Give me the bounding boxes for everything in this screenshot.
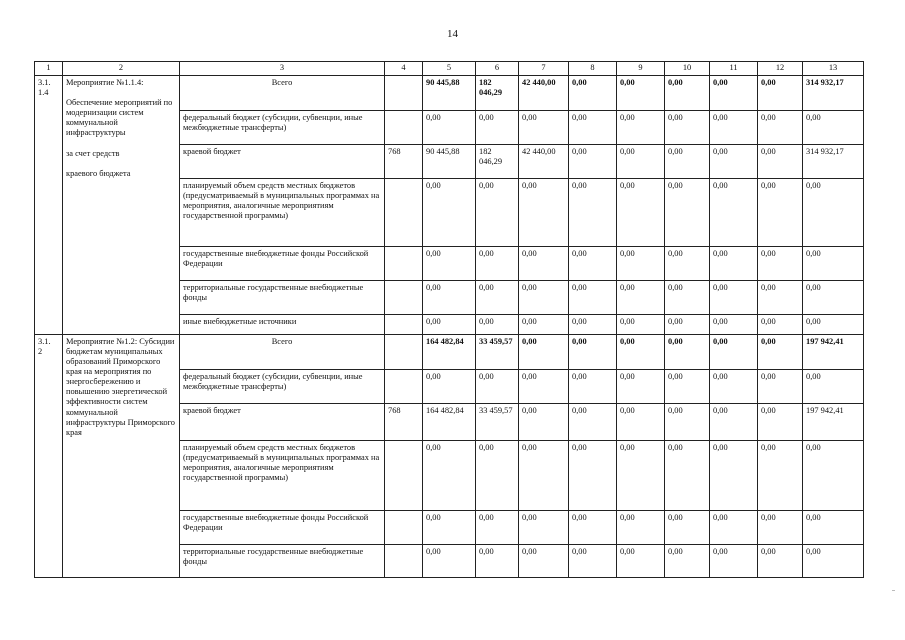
grbs-code xyxy=(385,315,423,335)
amount-cell: 0,00 xyxy=(665,370,710,404)
amount-cell: 164 482,84 xyxy=(423,335,476,370)
funding-source: государственные внебюджетные фонды Российской Федерации xyxy=(180,511,385,545)
amount-cell: 0,00 xyxy=(617,370,665,404)
amount-cell: 0,00 xyxy=(519,511,569,545)
amount-cell: 0,00 xyxy=(665,145,710,179)
grbs-code: 768 xyxy=(385,404,423,441)
amount-cell: 0,00 xyxy=(519,335,569,370)
table-row xyxy=(35,335,864,370)
amount-cell: 0,00 xyxy=(665,441,710,511)
measure-title: Мероприятие №1.2: Субсидии бюджетам муниципальных образований Приморского края на мероприятия по энергосбережению и повышению энергетической эффективности систем коммунальной инфраструктуры Приморского края xyxy=(63,335,180,578)
column-header: 9 xyxy=(617,62,665,76)
amount-cell: 0,00 xyxy=(710,335,758,370)
amount-cell: 42 440,00 xyxy=(519,145,569,179)
amount-cell: 182 046,29 xyxy=(476,76,519,111)
grbs-code xyxy=(385,76,423,111)
amount-cell: 182 046,29 xyxy=(476,145,519,179)
measure-code: 3.1. 1.4 xyxy=(35,76,63,335)
amount-cell: 0,00 xyxy=(665,335,710,370)
grbs-code xyxy=(385,511,423,545)
amount-cell: 164 482,84 xyxy=(423,404,476,441)
funding-source: иные внебюджетные источники xyxy=(180,315,385,335)
amount-cell: 0,00 xyxy=(710,545,758,578)
amount-cell: 0,00 xyxy=(803,315,864,335)
funding-source: краевой бюджет xyxy=(180,404,385,441)
amount-cell: 0,00 xyxy=(803,370,864,404)
grbs-code xyxy=(385,111,423,145)
amount-cell: 0,00 xyxy=(569,545,617,578)
amount-cell: 0,00 xyxy=(423,179,476,247)
amount-cell: 0,00 xyxy=(665,315,710,335)
amount-cell: 0,00 xyxy=(423,247,476,281)
amount-cell: 0,00 xyxy=(569,315,617,335)
amount-cell: 0,00 xyxy=(423,545,476,578)
amount-cell: 0,00 xyxy=(569,145,617,179)
amount-cell: 0,00 xyxy=(710,511,758,545)
amount-cell: 0,00 xyxy=(476,441,519,511)
amount-cell: 0,00 xyxy=(476,281,519,315)
amount-cell: 0,00 xyxy=(665,281,710,315)
amount-cell: 0,00 xyxy=(803,441,864,511)
funding-source: федеральный бюджет (субсидии, субвенции, иные межбюджетные трансферты) xyxy=(180,370,385,404)
amount-cell: 197 942,41 xyxy=(803,335,864,370)
amount-cell: 0,00 xyxy=(617,315,665,335)
column-header: 2 xyxy=(63,62,180,76)
amount-cell: 0,00 xyxy=(758,511,803,545)
amount-cell: 0,00 xyxy=(423,111,476,145)
amount-cell: 0,00 xyxy=(476,247,519,281)
amount-cell: 0,00 xyxy=(476,370,519,404)
amount-cell: 0,00 xyxy=(665,179,710,247)
column-header: 6 xyxy=(476,62,519,76)
amount-cell: 0,00 xyxy=(710,370,758,404)
amount-cell: 0,00 xyxy=(665,111,710,145)
funding-source: планируемый объем средств местных бюджетов (предусматриваемый в муниципальных программах на мероприятия, аналогичные мероприятиям государственной программы) xyxy=(180,441,385,511)
amount-cell: 0,00 xyxy=(617,545,665,578)
amount-cell: 0,00 xyxy=(423,441,476,511)
amount-cell: 0,00 xyxy=(519,111,569,145)
header-row xyxy=(35,62,864,76)
amount-cell: 0,00 xyxy=(569,111,617,145)
amount-cell: 0,00 xyxy=(519,545,569,578)
amount-cell: 0,00 xyxy=(423,315,476,335)
amount-cell: 0,00 xyxy=(617,511,665,545)
amount-cell: 197 942,41 xyxy=(803,404,864,441)
amount-cell: 0,00 xyxy=(710,247,758,281)
amount-cell: 0,00 xyxy=(710,76,758,111)
amount-cell: 0,00 xyxy=(803,545,864,578)
amount-cell: 0,00 xyxy=(758,404,803,441)
column-header: 10 xyxy=(665,62,710,76)
column-header: 1 xyxy=(35,62,63,76)
amount-cell: 0,00 xyxy=(710,315,758,335)
amount-cell: 0,00 xyxy=(758,247,803,281)
amount-cell: 0,00 xyxy=(665,545,710,578)
page-number: 14 xyxy=(447,28,458,40)
amount-cell: 0,00 xyxy=(710,111,758,145)
amount-cell: 0,00 xyxy=(617,281,665,315)
amount-cell: 0,00 xyxy=(758,335,803,370)
measure-title: Мероприятие №1.1.4: Обеспечение мероприятий по модернизации систем коммунальной инфраструктуры за счет средств краевого бюджета xyxy=(63,76,180,335)
amount-cell: 0,00 xyxy=(476,545,519,578)
grbs-code xyxy=(385,545,423,578)
amount-cell: 0,00 xyxy=(617,404,665,441)
amount-cell: 0,00 xyxy=(476,111,519,145)
amount-cell: 0,00 xyxy=(617,76,665,111)
amount-cell: 0,00 xyxy=(803,179,864,247)
amount-cell: 33 459,57 xyxy=(476,335,519,370)
amount-cell: 0,00 xyxy=(803,511,864,545)
amount-cell: 0,00 xyxy=(758,179,803,247)
amount-cell: 0,00 xyxy=(423,370,476,404)
funding-source-total: Всего xyxy=(180,76,385,111)
amount-cell: 0,00 xyxy=(476,179,519,247)
funding-source: территориальные государственные внебюджетные фонды xyxy=(180,545,385,578)
funding-source: планируемый объем средств местных бюджетов (предусматриваемый в муниципальных программах на мероприятия, аналогичные мероприятиям государственной программы) xyxy=(180,179,385,247)
amount-cell: 0,00 xyxy=(758,281,803,315)
column-header: 5 xyxy=(423,62,476,76)
amount-cell: 0,00 xyxy=(758,545,803,578)
amount-cell: 0,00 xyxy=(569,335,617,370)
amount-cell: 0,00 xyxy=(617,247,665,281)
amount-cell: 0,00 xyxy=(710,404,758,441)
amount-cell: 0,00 xyxy=(803,111,864,145)
amount-cell: 0,00 xyxy=(569,370,617,404)
grbs-code xyxy=(385,281,423,315)
amount-cell: 0,00 xyxy=(710,441,758,511)
amount-cell: 0,00 xyxy=(423,511,476,545)
amount-cell: 0,00 xyxy=(758,370,803,404)
amount-cell: 0,00 xyxy=(617,145,665,179)
amount-cell: 42 440,00 xyxy=(519,76,569,111)
column-header: 4 xyxy=(385,62,423,76)
amount-cell: 314 932,17 xyxy=(803,76,864,111)
grbs-code xyxy=(385,370,423,404)
amount-cell: 0,00 xyxy=(519,370,569,404)
amount-cell: 0,00 xyxy=(519,315,569,335)
amount-cell: 0,00 xyxy=(569,179,617,247)
amount-cell: 0,00 xyxy=(710,179,758,247)
scan-artifact xyxy=(892,590,895,591)
funding-source: федеральный бюджет (субсидии, субвенции, иные межбюджетные трансферты) xyxy=(180,111,385,145)
amount-cell: 90 445,88 xyxy=(423,76,476,111)
column-header: 12 xyxy=(758,62,803,76)
funding-source: государственные внебюджетные фонды Российской Федерации xyxy=(180,247,385,281)
amount-cell: 0,00 xyxy=(758,145,803,179)
grbs-code xyxy=(385,247,423,281)
amount-cell: 33 459,57 xyxy=(476,404,519,441)
column-header: 7 xyxy=(519,62,569,76)
amount-cell: 90 445,88 xyxy=(423,145,476,179)
amount-cell: 0,00 xyxy=(519,179,569,247)
amount-cell: 0,00 xyxy=(569,441,617,511)
grbs-code xyxy=(385,179,423,247)
measure-code: 3.1. 2 xyxy=(35,335,63,578)
column-header: 3 xyxy=(180,62,385,76)
column-header: 8 xyxy=(569,62,617,76)
amount-cell: 0,00 xyxy=(519,247,569,281)
amount-cell: 0,00 xyxy=(617,111,665,145)
column-header: 11 xyxy=(710,62,758,76)
amount-cell: 0,00 xyxy=(665,511,710,545)
amount-cell: 0,00 xyxy=(803,247,864,281)
amount-cell: 0,00 xyxy=(710,281,758,315)
amount-cell: 0,00 xyxy=(758,441,803,511)
amount-cell: 0,00 xyxy=(617,335,665,370)
amount-cell: 0,00 xyxy=(617,441,665,511)
amount-cell: 0,00 xyxy=(476,315,519,335)
funding-source: территориальные государственные внебюджетные фонды xyxy=(180,281,385,315)
funding-source-total: Всего xyxy=(180,335,385,370)
grbs-code xyxy=(385,441,423,511)
amount-cell: 0,00 xyxy=(569,511,617,545)
amount-cell: 0,00 xyxy=(569,76,617,111)
amount-cell: 0,00 xyxy=(569,281,617,315)
grbs-code xyxy=(385,335,423,370)
amount-cell: 0,00 xyxy=(519,404,569,441)
amount-cell: 0,00 xyxy=(569,404,617,441)
amount-cell: 0,00 xyxy=(519,281,569,315)
table-row xyxy=(35,76,864,111)
table-body xyxy=(35,76,864,578)
amount-cell: 0,00 xyxy=(617,179,665,247)
amount-cell: 0,00 xyxy=(803,281,864,315)
amount-cell: 0,00 xyxy=(758,76,803,111)
amount-cell: 0,00 xyxy=(423,281,476,315)
grbs-code: 768 xyxy=(385,145,423,179)
amount-cell: 0,00 xyxy=(569,247,617,281)
budget-table xyxy=(34,61,864,578)
funding-source: краевой бюджет xyxy=(180,145,385,179)
amount-cell: 0,00 xyxy=(758,111,803,145)
amount-cell: 0,00 xyxy=(665,404,710,441)
amount-cell: 314 932,17 xyxy=(803,145,864,179)
amount-cell: 0,00 xyxy=(665,76,710,111)
column-header: 13 xyxy=(803,62,864,76)
amount-cell: 0,00 xyxy=(665,247,710,281)
amount-cell: 0,00 xyxy=(476,511,519,545)
amount-cell: 0,00 xyxy=(710,145,758,179)
amount-cell: 0,00 xyxy=(758,315,803,335)
amount-cell: 0,00 xyxy=(519,441,569,511)
